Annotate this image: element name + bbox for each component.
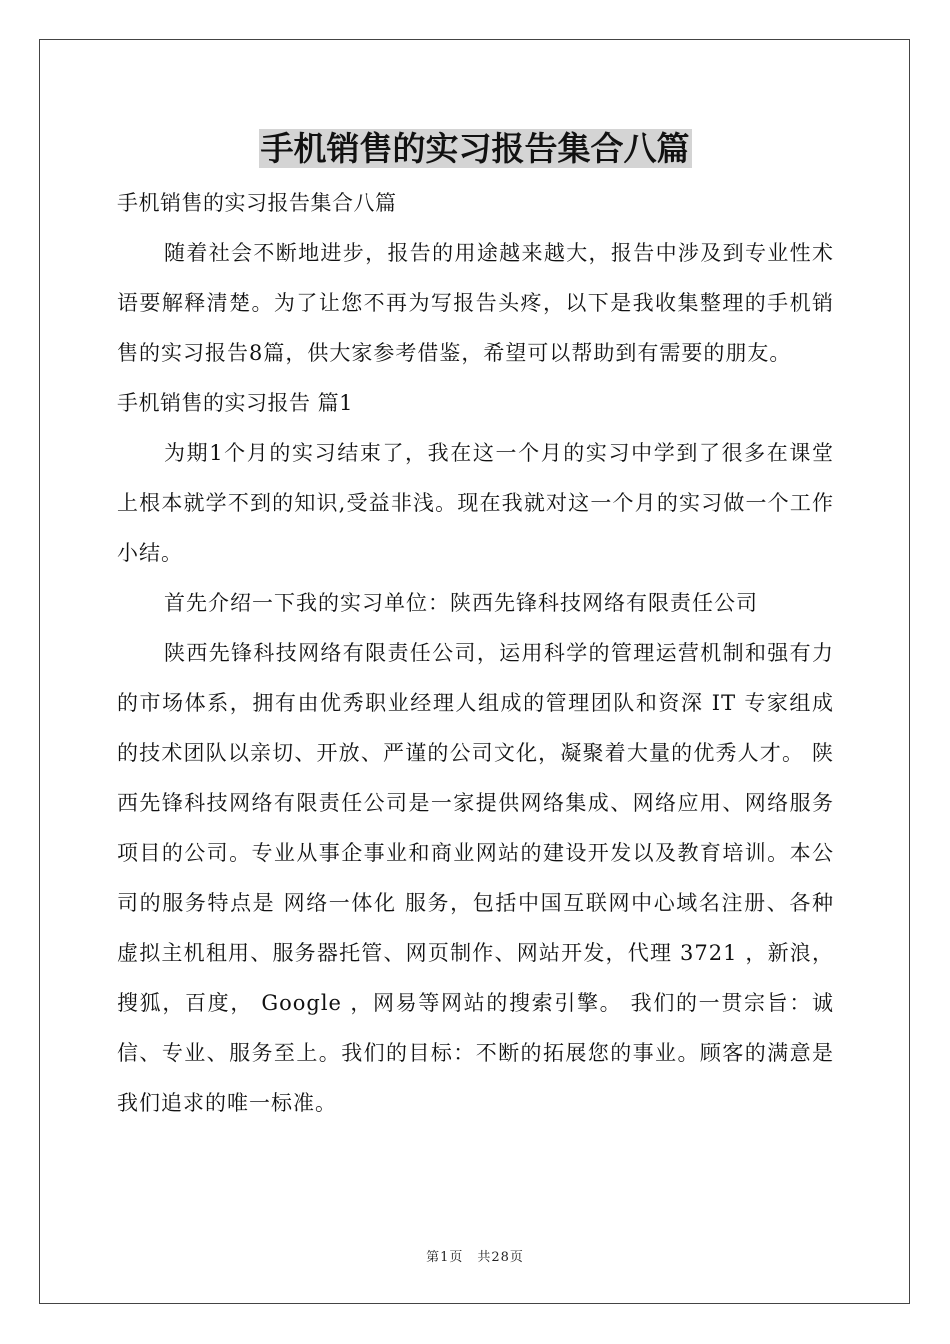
document-title-text: 手机销售的实习报告集合八篇 [260, 129, 690, 168]
subtitle-heading: 手机销售的实习报告集合八篇 [117, 191, 397, 215]
body-paragraph: 陕西先锋科技网络有限责任公司，运用科学的管理运营机制和强有力的市场体系，拥有由优秀职业经理人组成的管理团队和资深 IT 专家组成的技术团队以亲切、开放、严谨的公司文化，凝聚着大量的优秀人才。 陕西先锋科技网络有限责任公司是一家提供网络集成、网络应用、网络服务项目的公司。专业从事企事业和商业网站的建设开发以及教育培训。本公司的服务特点是 网络一体化 服务，包括中国互联网中心域名注册、各种虚拟主机租用、服务器托管、网页制作、网站开发，代理 3721 ，新浪，搜狐，百度， Google ，网易等网站的搜索引擎。 我们的一贯宗旨：诚信、专业、服务至上。我们的目标：不断的拓展您的事业。顾客的满意是我们追求的唯一标准。 [117, 641, 834, 1115]
section-heading-1: 手机销售的实习报告 篇1 [117, 391, 354, 415]
page-footer: 第1页 共28页 [426, 1250, 524, 1265]
body-paragraph: 为期1个月的实习结束了，我在这一个月的实习中学到了很多在课堂上根本就学不到的知识,受益非浅。现在我就对这一个月的实习做一个工作小结。 [117, 441, 834, 565]
document-body [117, 178, 834, 1128]
intro-paragraph: 随着社会不断地进步，报告的用途越来越大，报告中涉及到专业性术语要解释清楚。为了让您不再为写报告头疼，以下是我收集整理的手机销售的实习报告8篇，供大家参考借鉴，希望可以帮助到有需要的朋友。 [117, 241, 834, 365]
document-title [0, 126, 950, 172]
body-paragraph: 首先介绍一下我的实习单位：陕西先锋科技网络有限责任公司 [164, 591, 758, 615]
